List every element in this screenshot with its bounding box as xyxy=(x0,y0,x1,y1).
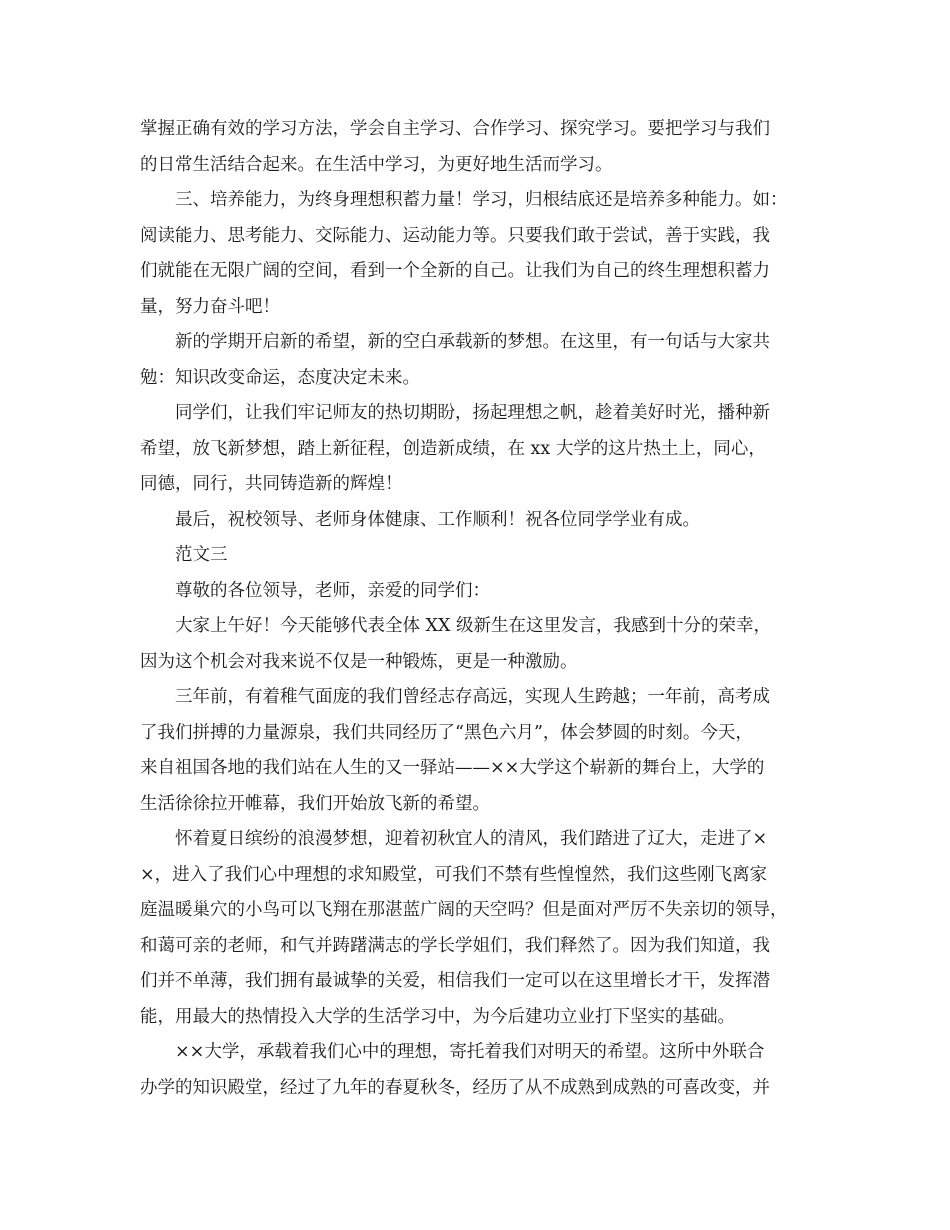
text-line: 庭温暖巢穴的小鸟可以飞翔在那湛蓝广阔的天空吗？但是面对严厉不失亲切的领导， xyxy=(140,900,788,920)
text-line: 办学的知识殿堂，经过了九年的春夏秋冬，经历了从不成熟到成熟的可喜改变，并 xyxy=(140,1077,770,1098)
text-line: 量，努力奋斗吧！ xyxy=(140,296,280,317)
text-line: 勉：知识改变命运，态度决定未来。 xyxy=(140,367,420,388)
text-line: 因为这个机会对我来说不仅是一种锻炼，更是一种激励。 xyxy=(140,651,578,672)
text-line: 尊敬的各位领导，老师，亲爱的同学们： xyxy=(175,580,490,601)
text-line: 能，用最大的热情投入大学的生活学习中，为今后建功立业打下坚实的基础。 xyxy=(140,1006,735,1027)
text-line: 三、培养能力，为终身理想积蓄力量！学习，归根结底还是培养多种能力。如： xyxy=(175,190,788,210)
text-line: 大家上午好！今天能够代表全体 XX 级新生在这里发言，我感到十分的荣幸， xyxy=(175,616,772,636)
document-body xyxy=(140,112,830,1106)
text-line: 生活徐徐拉开帷幕，我们开始放飞新的希望。 xyxy=(140,793,490,814)
text-line: 新的学期开启新的希望，新的空白承载新的梦想。在这里，有一句话与大家共 xyxy=(175,332,770,352)
text-line: 怀着夏日缤纷的浪漫梦想，迎着初秋宜人的清风，我们踏进了辽大，走进了× xyxy=(175,829,768,849)
text-line: 范文三 xyxy=(175,545,228,565)
text-line: 和蔼可亲的老师，和气并踌躇满志的学长学姐们，我们释然了。因为我们知道，我 xyxy=(140,935,770,956)
text-line: ×，进入了我们心中理想的求知殿堂，可我们不禁有些惶惶然，我们这些刚飞离家 xyxy=(140,864,768,885)
text-line: 最后，祝校领导、老师身体健康、工作顺利！祝各位同学学业有成。 xyxy=(175,509,700,530)
text-line: 掌握正确有效的学习方法，学会自主学习、合作学习、探究学习。要把学习与我们 xyxy=(140,119,770,139)
text-line: 来自祖国各地的我们站在人生的又一驿站——××大学这个崭新的舞台上，大学的 xyxy=(140,758,765,778)
text-line: 们就能在无限广阔的空间，看到一个全新的自己。让我们为自己的终生理想积蓄力 xyxy=(140,261,770,281)
text-line: 同德，同行，共同铸造新的辉煌！ xyxy=(140,474,403,494)
text-line: 同学们，让我们牢记师友的热切期盼，扬起理想之帆，趁着美好时光，播种新 xyxy=(175,403,770,423)
text-line: 的日常生活结合起来。在生活中学习，为更好地生活而学习。 xyxy=(140,154,613,175)
text-line: 三年前，有着稚气面庞的我们曾经志存高远，实现人生跨越；一年前，高考成 xyxy=(175,687,770,707)
text-line: 了我们拼搏的力量源泉，我们共同经历了“黑色六月”，体会梦圆的时刻。今天， xyxy=(140,722,753,743)
text-line: 希望，放飞新梦想，踏上新征程，创造新成绩，在 xx 大学的这片热土上，同心， xyxy=(140,438,766,459)
text-line: 们并不单薄，我们拥有最诚挚的关爱，相信我们一定可以在这里增长才干，发挥潜 xyxy=(140,971,770,991)
text-line: 阅读能力、思考能力、交际能力、运动能力等。只要我们敢于尝试，善于实践，我 xyxy=(140,225,770,246)
text-line: ××大学，承载着我们心中的理想，寄托着我们对明天的希望。这所中外联合 xyxy=(175,1042,765,1062)
